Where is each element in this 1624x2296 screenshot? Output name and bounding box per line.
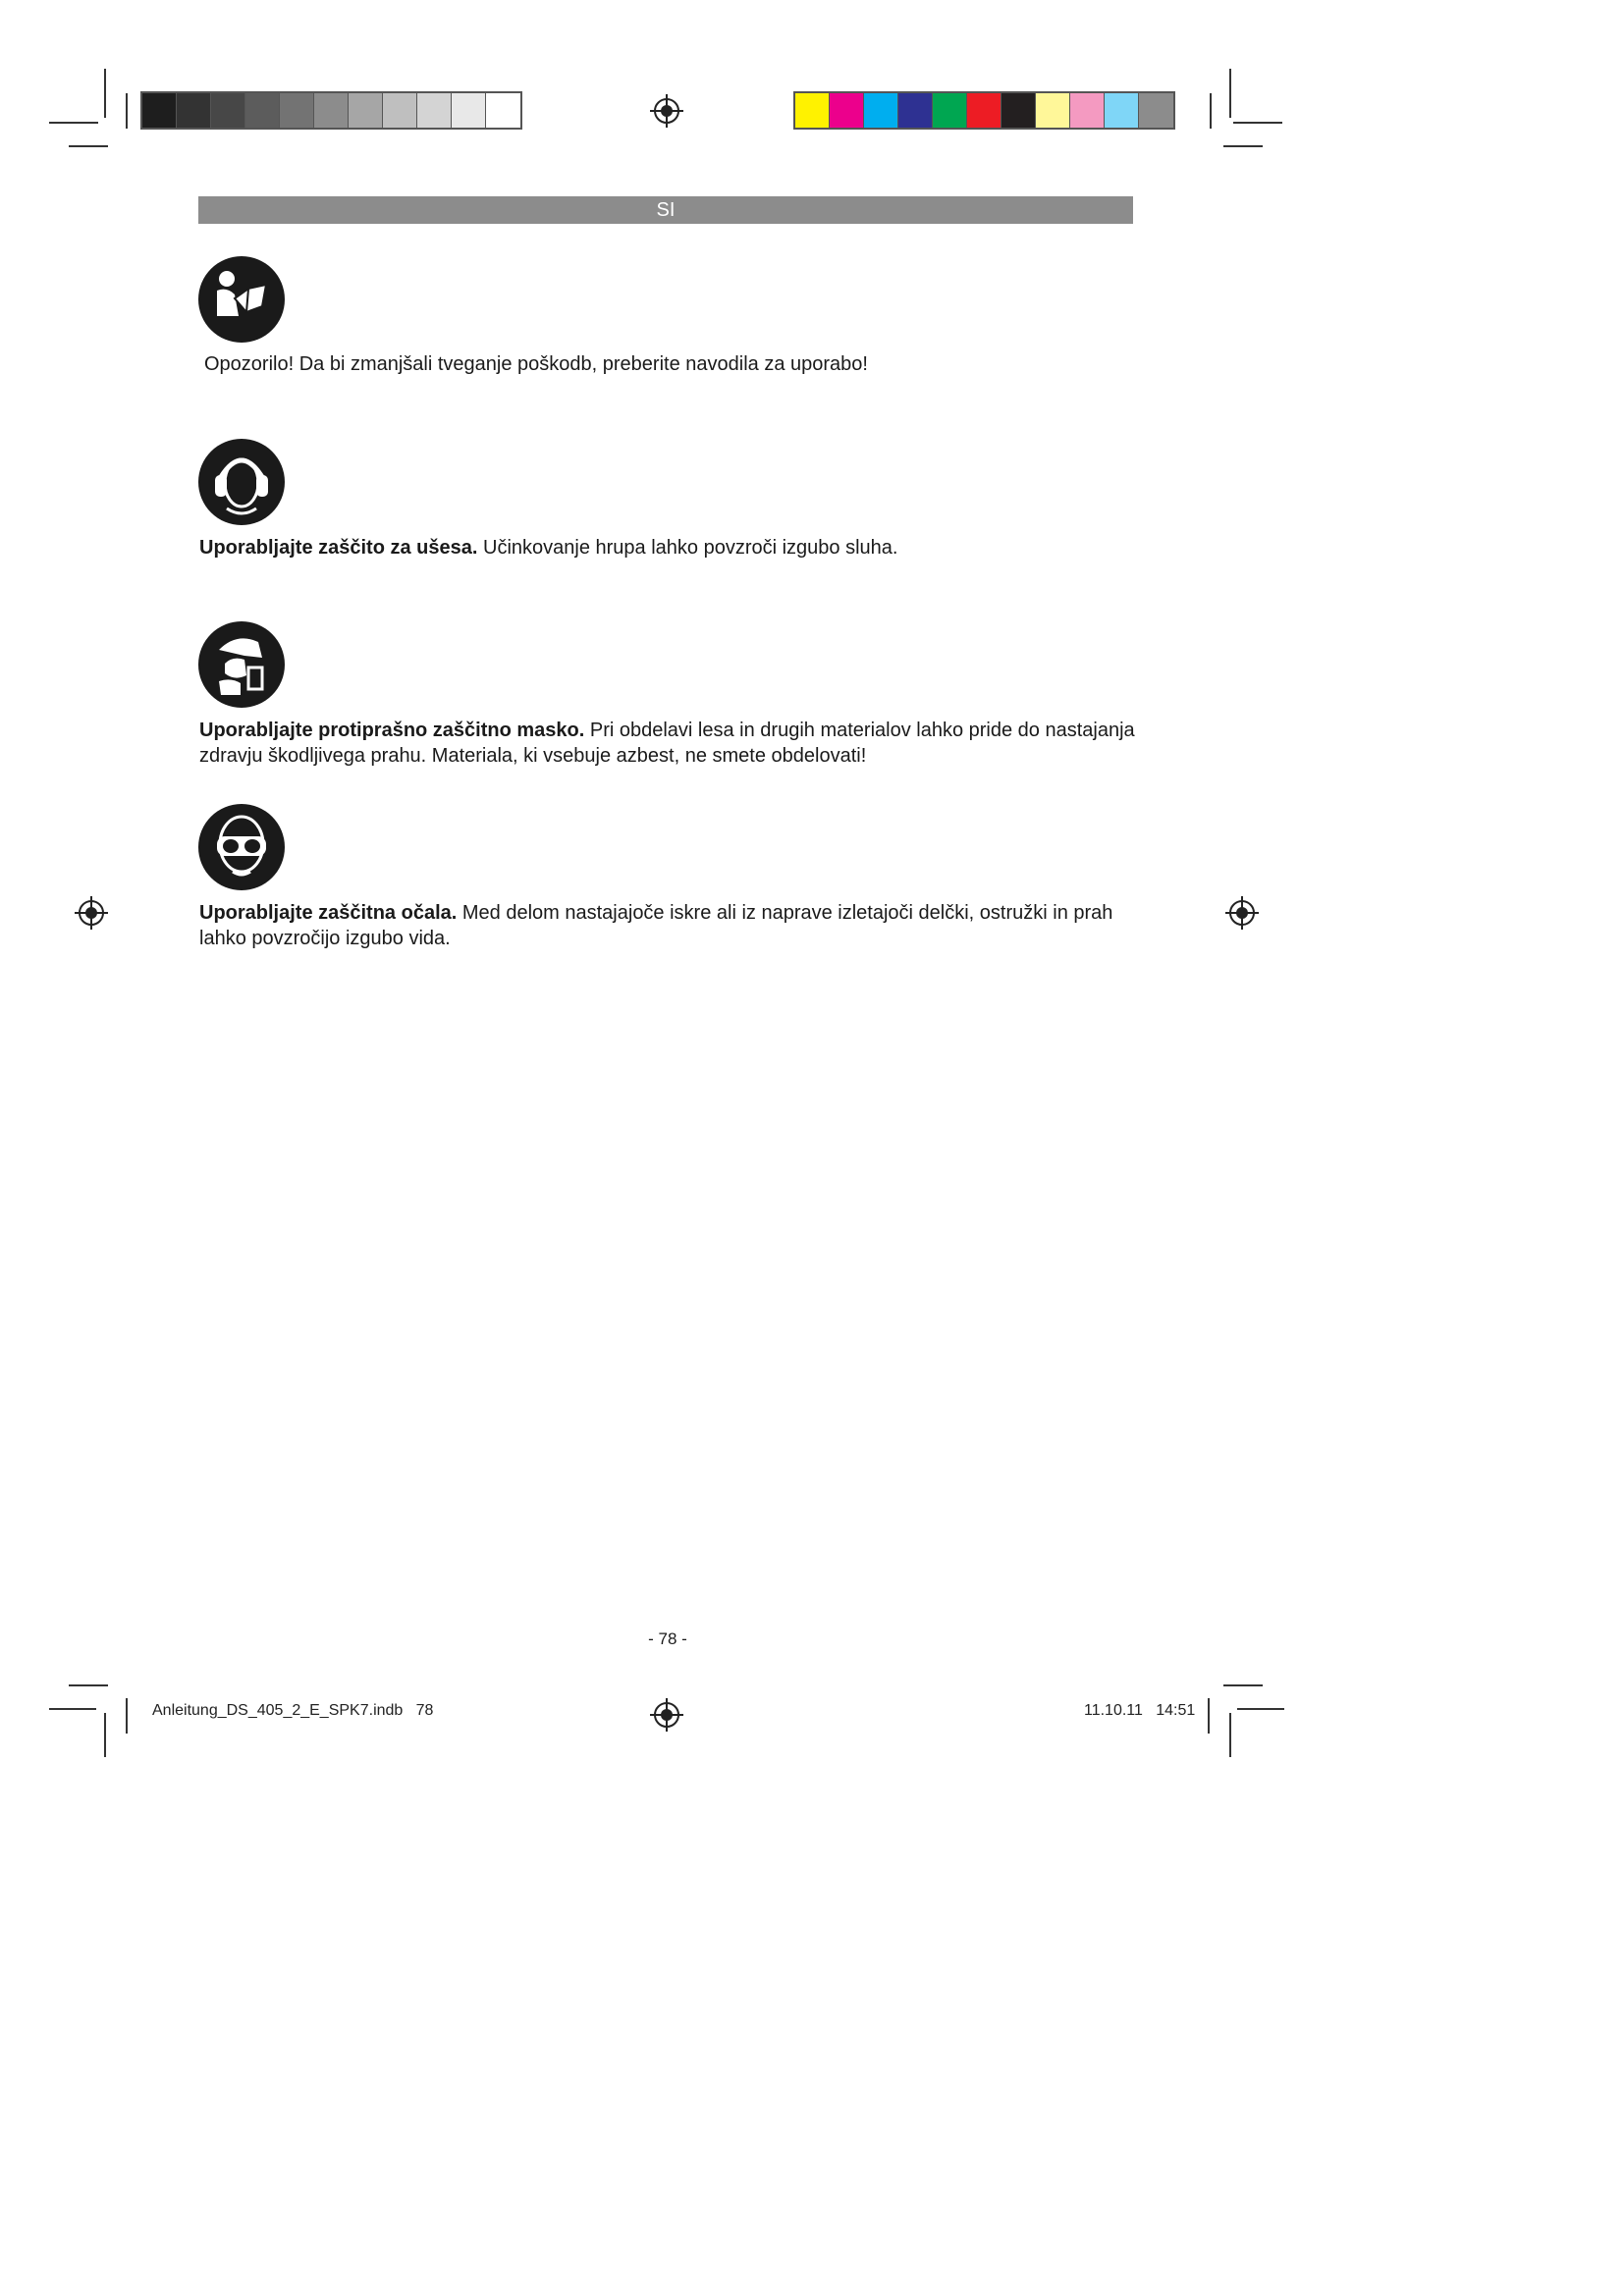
color-swatch bbox=[142, 93, 177, 128]
registration-mark-icon bbox=[650, 94, 683, 128]
color-swatch bbox=[967, 93, 1001, 128]
color-swatch bbox=[864, 93, 898, 128]
color-swatch bbox=[452, 93, 486, 128]
crop-mark bbox=[1237, 1708, 1284, 1710]
warning-text: Učinkovanje hrupa lahko povzroči izgubo sluha. bbox=[477, 537, 898, 559]
warning-text: Med delom nastajajoče iskre ali iz naprave izletajoči delčki, ostružki in prah lahko povzročijo izgubo vida. bbox=[199, 902, 1113, 949]
color-swatch bbox=[177, 93, 211, 128]
safety-goggles-icon bbox=[197, 803, 286, 891]
warning-text: Pri obdelavi lesa in drugih materialov lahko pride do nastajanja zdravju škodljivega prahu. Materiala, ki vsebuje azbest, ne smete obdelovati! bbox=[199, 720, 1135, 767]
crop-mark bbox=[126, 93, 128, 129]
dust-mask-icon bbox=[197, 620, 286, 709]
color-swatch bbox=[314, 93, 349, 128]
registration-mark-icon bbox=[1225, 896, 1259, 930]
color-swatch bbox=[383, 93, 417, 128]
color-swatch bbox=[1139, 93, 1173, 128]
crop-mark bbox=[69, 1684, 108, 1686]
crop-mark bbox=[1229, 1713, 1231, 1757]
page-number: - 78 - bbox=[648, 1629, 687, 1648]
warning-dust-mask bbox=[199, 718, 1142, 769]
warning-ear-protection bbox=[199, 535, 1142, 561]
color-swatch bbox=[830, 93, 864, 128]
warning-bold: Uporabljajte zaščito za ušesa. bbox=[199, 537, 478, 559]
crop-mark bbox=[1210, 93, 1212, 129]
color-swatch bbox=[280, 93, 314, 128]
color-swatch bbox=[1105, 93, 1139, 128]
warning-text: Opozorilo! Da bi zmanjšali tveganje poškodb, preberite navodila za uporabo! bbox=[204, 353, 868, 375]
color-swatch bbox=[1070, 93, 1105, 128]
crop-mark bbox=[1208, 1698, 1210, 1734]
crop-mark bbox=[104, 69, 106, 118]
crop-mark bbox=[49, 122, 98, 124]
color-swatch bbox=[349, 93, 383, 128]
color-swatch bbox=[898, 93, 933, 128]
crop-mark bbox=[1229, 69, 1231, 118]
crop-mark bbox=[69, 145, 108, 147]
warning-bold: Uporabljajte zaščitna očala. bbox=[199, 902, 458, 924]
crop-mark bbox=[1223, 145, 1263, 147]
crop-mark bbox=[1223, 1684, 1263, 1686]
registration-mark-icon bbox=[75, 896, 108, 930]
print-timestamp: 11.10.11 14:51 bbox=[1084, 1702, 1196, 1719]
color-swatch bbox=[245, 93, 280, 128]
crop-mark bbox=[104, 1713, 106, 1757]
color-swatch bbox=[795, 93, 830, 128]
file-name: Anleitung_DS_405_2_E_SPK7.indb 78 bbox=[152, 1702, 434, 1719]
crop-mark bbox=[1233, 122, 1282, 124]
crop-mark bbox=[126, 1698, 128, 1734]
warning-read-manual bbox=[204, 351, 1147, 377]
process-color-bar bbox=[793, 91, 1175, 130]
warning-bold: Uporabljajte protiprašno zaščitno masko. bbox=[199, 720, 585, 741]
color-swatch bbox=[1001, 93, 1036, 128]
crop-mark bbox=[49, 1708, 96, 1710]
ear-protection-icon bbox=[197, 438, 286, 526]
registration-mark-icon bbox=[650, 1698, 683, 1732]
warning-safety-goggles bbox=[199, 900, 1142, 951]
color-swatch bbox=[933, 93, 967, 128]
read-manual-icon bbox=[197, 255, 286, 344]
color-swatch bbox=[211, 93, 245, 128]
color-swatch bbox=[417, 93, 452, 128]
language-header: SI bbox=[198, 196, 1133, 224]
color-swatch bbox=[1036, 93, 1070, 128]
gray-color-bar bbox=[140, 91, 522, 130]
color-swatch bbox=[486, 93, 520, 128]
